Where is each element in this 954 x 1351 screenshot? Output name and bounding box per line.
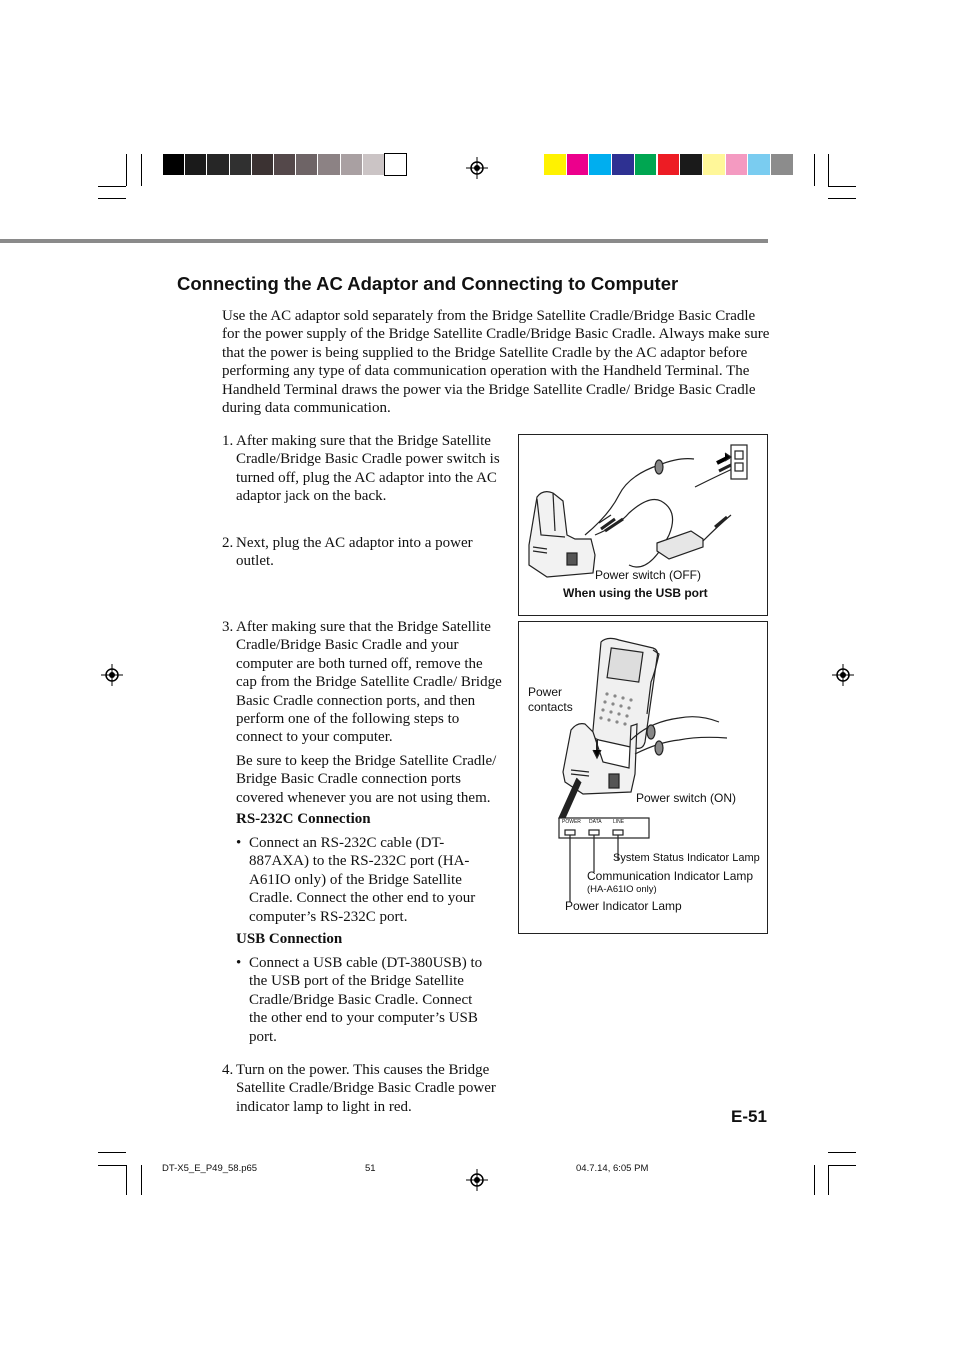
power-contacts-label-line1: Power [528,685,563,699]
lamp-label-data: DATA [589,819,602,825]
color-swatch [363,154,384,175]
step-text: Next, plug the AC adaptor into a power outlet. [236,535,473,570]
color-swatch [748,154,770,175]
color-swatch [341,154,362,175]
registration-mark-icon [101,664,123,686]
footer-date: 04.7.14, 6:05 PM [576,1163,649,1174]
step-2 [222,534,502,571]
color-swatch [544,154,566,175]
bullet-icon: • [236,955,242,971]
color-swatch [703,154,725,175]
step-text: After making sure that the Bridge Satellite Cradle/Bridge Basic Cradle and your computer are both turned off, remove the cap from the Bridge Satellite Cradle/ Bridge Basic Cradle connection ports, and then perform one of the following steps to connect to your computer. [236,619,502,746]
section-heading: Connecting the AC Adaptor and Connecting to Computer [177,273,679,294]
page-number: E-51 [731,1107,767,1126]
header-rule [0,239,768,243]
step-1 [222,432,502,506]
color-swatch [230,154,251,175]
lamp-label-line: LINE [613,819,625,825]
rs232-heading: RS-232C Connection [236,811,371,827]
step-number: 3. [222,619,234,635]
footer-filename: DT-X5_E_P49_58.p65 [162,1163,258,1174]
color-swatch [252,154,273,175]
communication-lamp-note: (HA-A61IO only) [587,884,657,895]
step-text: Turn on the power. This causes the Bridge Satellite Cradle/Bridge Basic Cradle power indicator lamp to light in red. [236,1062,496,1115]
cover-note: Be sure to keep the Bridge Satellite Cradle/ Bridge Basic Cradle connection ports covered whenever you are not using them. [236,753,497,806]
color-swatch [274,154,295,175]
registration-mark-icon [466,157,488,179]
bullet-text: Connect an RS-232C cable (DT-887AXA) to the RS-232C port (HA-A61IO only) of the Bridge Satellite Cradle. Connect the other end to your computer’s RS-232C port. [249,835,476,925]
color-swatch [207,154,228,175]
bullet-icon: • [236,835,242,851]
rs232-bullet [236,834,494,926]
color-swatch [318,154,339,175]
figure-usb-connection [518,434,768,616]
step-text: After making sure that the Bridge Satellite Cradle/Bridge Basic Cradle power switch is turned off, plug the AC adaptor into the AC adaptor jack on the back. [236,433,500,505]
color-swatch [567,154,589,175]
intro-paragraph: Use the AC adaptor sold separately from the Bridge Satellite Cradle/Bridge Basic Cradle for the power supply of the Bridge Satellite Cradle/Bridge Basic Cradle. Always make sure that the power is being supplied to the Bridge Satellite Cradle by the AC adaptor before performing any type of data communication operation with the Handheld Terminal. The Handheld Terminal draws the power via the Bridge Satellite Cradle/ Bridge Basic Cradle during data communication. [222,308,770,417]
communication-lamp-label: Communication Indicator Lamp [587,869,754,883]
step-number: 1. [222,433,234,449]
usb-bullet [236,954,494,1046]
bullet-text: Connect a USB cable (DT-380USB) to the USB port of the Bridge Satellite Cradle/Bridge Basic Cradle. Connect the other end to your computer’s USB port. [249,955,483,1045]
color-swatch [589,154,611,175]
step-4 [222,1061,502,1116]
power-indicator-lamp-label: Power Indicator Lamp [565,899,682,913]
footer-page: 51 [365,1163,376,1174]
power-switch-off-label: Power switch (OFF) [595,568,702,582]
figure-caption: When using the USB port [563,586,708,600]
registration-mark-icon [832,664,854,686]
step-number: 2. [222,535,234,551]
color-swatch [296,154,317,175]
registration-mark-icon [466,1169,488,1191]
step-number: 4. [222,1062,234,1078]
color-swatch [771,154,793,175]
color-swatch [163,154,184,175]
lamp-label-power: POWER [562,819,581,825]
system-status-lamp-label: System Status Indicator Lamp [613,852,760,864]
color-swatch [680,154,702,175]
power-contacts-label-line2: contacts [528,700,573,714]
color-swatch [185,154,206,175]
step-3 [222,618,502,747]
color-swatch [726,154,748,175]
color-swatch [658,154,680,175]
figure-indicator-lamps [518,621,768,934]
usb-heading: USB Connection [236,931,343,947]
power-switch-on-label: Power switch (ON) [636,791,737,805]
color-swatch [385,154,406,175]
color-swatch [612,154,634,175]
color-swatch [635,154,657,175]
